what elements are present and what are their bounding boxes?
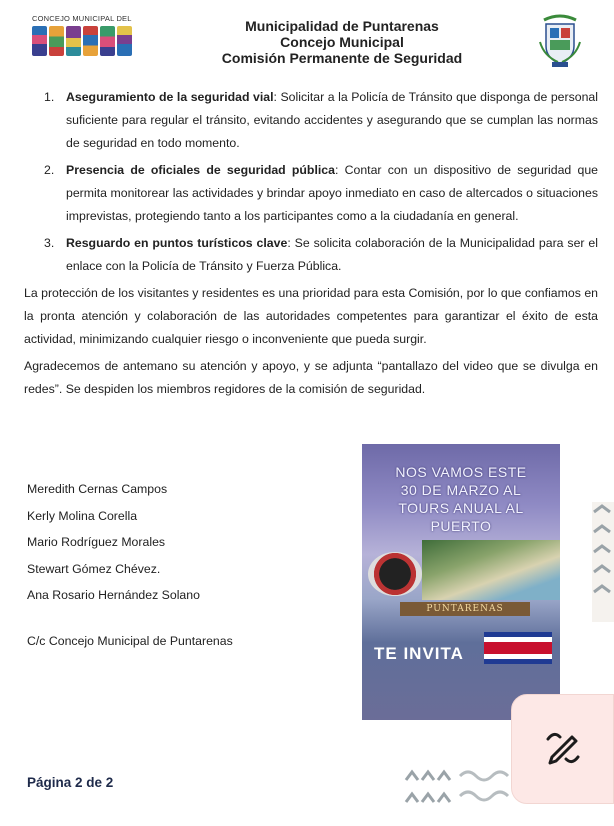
logo-letter-o	[117, 26, 132, 56]
signer-name: Meredith Cernas Campos	[27, 482, 168, 496]
list-item-text: : Solicitar a la Policía de Tránsito que disponga de personal suficiente para regular el tránsito, evitando accidentes y asegurando que se cumplan las normas de seguridad en todo momento.	[66, 90, 598, 150]
list-item	[24, 159, 598, 228]
signer-name: Kerly Molina Corella	[27, 508, 138, 523]
priority-paragraph: La protección de los visitantes y residentes es una prioridad para esta Comisión, por lo que confiamos en la pronta atención y colaboración de las autoridades competentes para garantizar el éxito de esta actividad, minimizando cualquier riesgo o inconveniente que pueda surgir.	[24, 286, 598, 346]
list-item-number: 3.	[44, 236, 55, 250]
decorative-pattern-right	[592, 502, 614, 622]
municipal-crest-icon	[538, 12, 582, 68]
list-item-text: : Contar con un dispositivo de seguridad que permita monitorear las actividades y brindar apoyo inmediato en caso de altercados o situaciones imprevistas, protegiendo tanto a los participantes como a la ciudadanía en general.	[66, 163, 598, 223]
document-header	[0, 0, 614, 76]
list-item	[24, 232, 598, 278]
list-item	[24, 86, 598, 155]
logo-letter-e	[66, 26, 81, 56]
list-item-heading: Presencia de oficiales de seguridad pública	[66, 163, 335, 177]
moto-club-badge-icon	[368, 552, 422, 596]
logo-letter-t	[100, 26, 115, 56]
costa-rica-flag-icon	[484, 632, 552, 664]
signer-name: Stewart Gómez Chévez.	[27, 561, 161, 576]
logo-letter-u	[49, 26, 64, 56]
logo-caption: CONCEJO MUNICIPAL DEL	[32, 14, 132, 23]
cc-line: C/c Concejo Municipal de Puntarenas	[27, 634, 233, 648]
council-title: Concejo Municipal	[280, 34, 404, 50]
list-item-heading: Aseguramiento de la seguridad vial	[66, 90, 274, 104]
signer-name: Ana Rosario Hernández Solano	[27, 588, 200, 602]
list-item-number: 1.	[44, 90, 55, 104]
concejo-logo	[32, 14, 144, 64]
poster-line-2: 30 DE MARZO AL	[400, 482, 522, 498]
signers-list	[27, 476, 200, 609]
requests-list	[24, 86, 598, 278]
thanks-paragraph: Agradecemos de antemano su atención y apoyo, y se adjunta “pantallazo del video que se divulga en redes”. Se despiden los miembros regidores de la comisión de seguridad.	[24, 359, 598, 396]
annotate-button[interactable]	[511, 694, 614, 804]
decorative-pattern-bottom	[404, 766, 514, 810]
poster-place: PUNTARENAS	[400, 602, 530, 616]
poster-line-3: TOURS ANUAL AL	[398, 500, 524, 516]
list-item-heading: Resguardo en puntos turísticos clave	[66, 236, 288, 250]
document-body	[24, 86, 598, 405]
event-poster-image[interactable]	[362, 444, 560, 720]
pencil-icon	[542, 725, 584, 767]
municipality-title: Municipalidad de Puntarenas	[245, 18, 439, 34]
list-item-number: 2.	[44, 163, 55, 177]
page-number: Página 2 de 2	[27, 775, 114, 790]
poster-line-4: PUERTO	[430, 518, 492, 534]
commission-title: Comisión Permanente de Seguridad	[221, 50, 463, 66]
coastline-photo	[422, 540, 560, 600]
header-titles	[150, 18, 534, 66]
poster-line-1: NOS VAMOS ESTE	[395, 464, 527, 480]
list-item-text: : Se solicita colaboración de la Municipalidad para ser el enlace con la Policía de Tránsito y Fuerza Pública.	[66, 236, 598, 273]
logo-letter-p	[32, 26, 47, 56]
logo-letter-r	[83, 26, 98, 56]
logo-word-blocks	[32, 26, 144, 56]
signer-name: Mario Rodríguez Morales	[27, 535, 166, 549]
poster-invite: TE INVITA	[374, 644, 464, 663]
